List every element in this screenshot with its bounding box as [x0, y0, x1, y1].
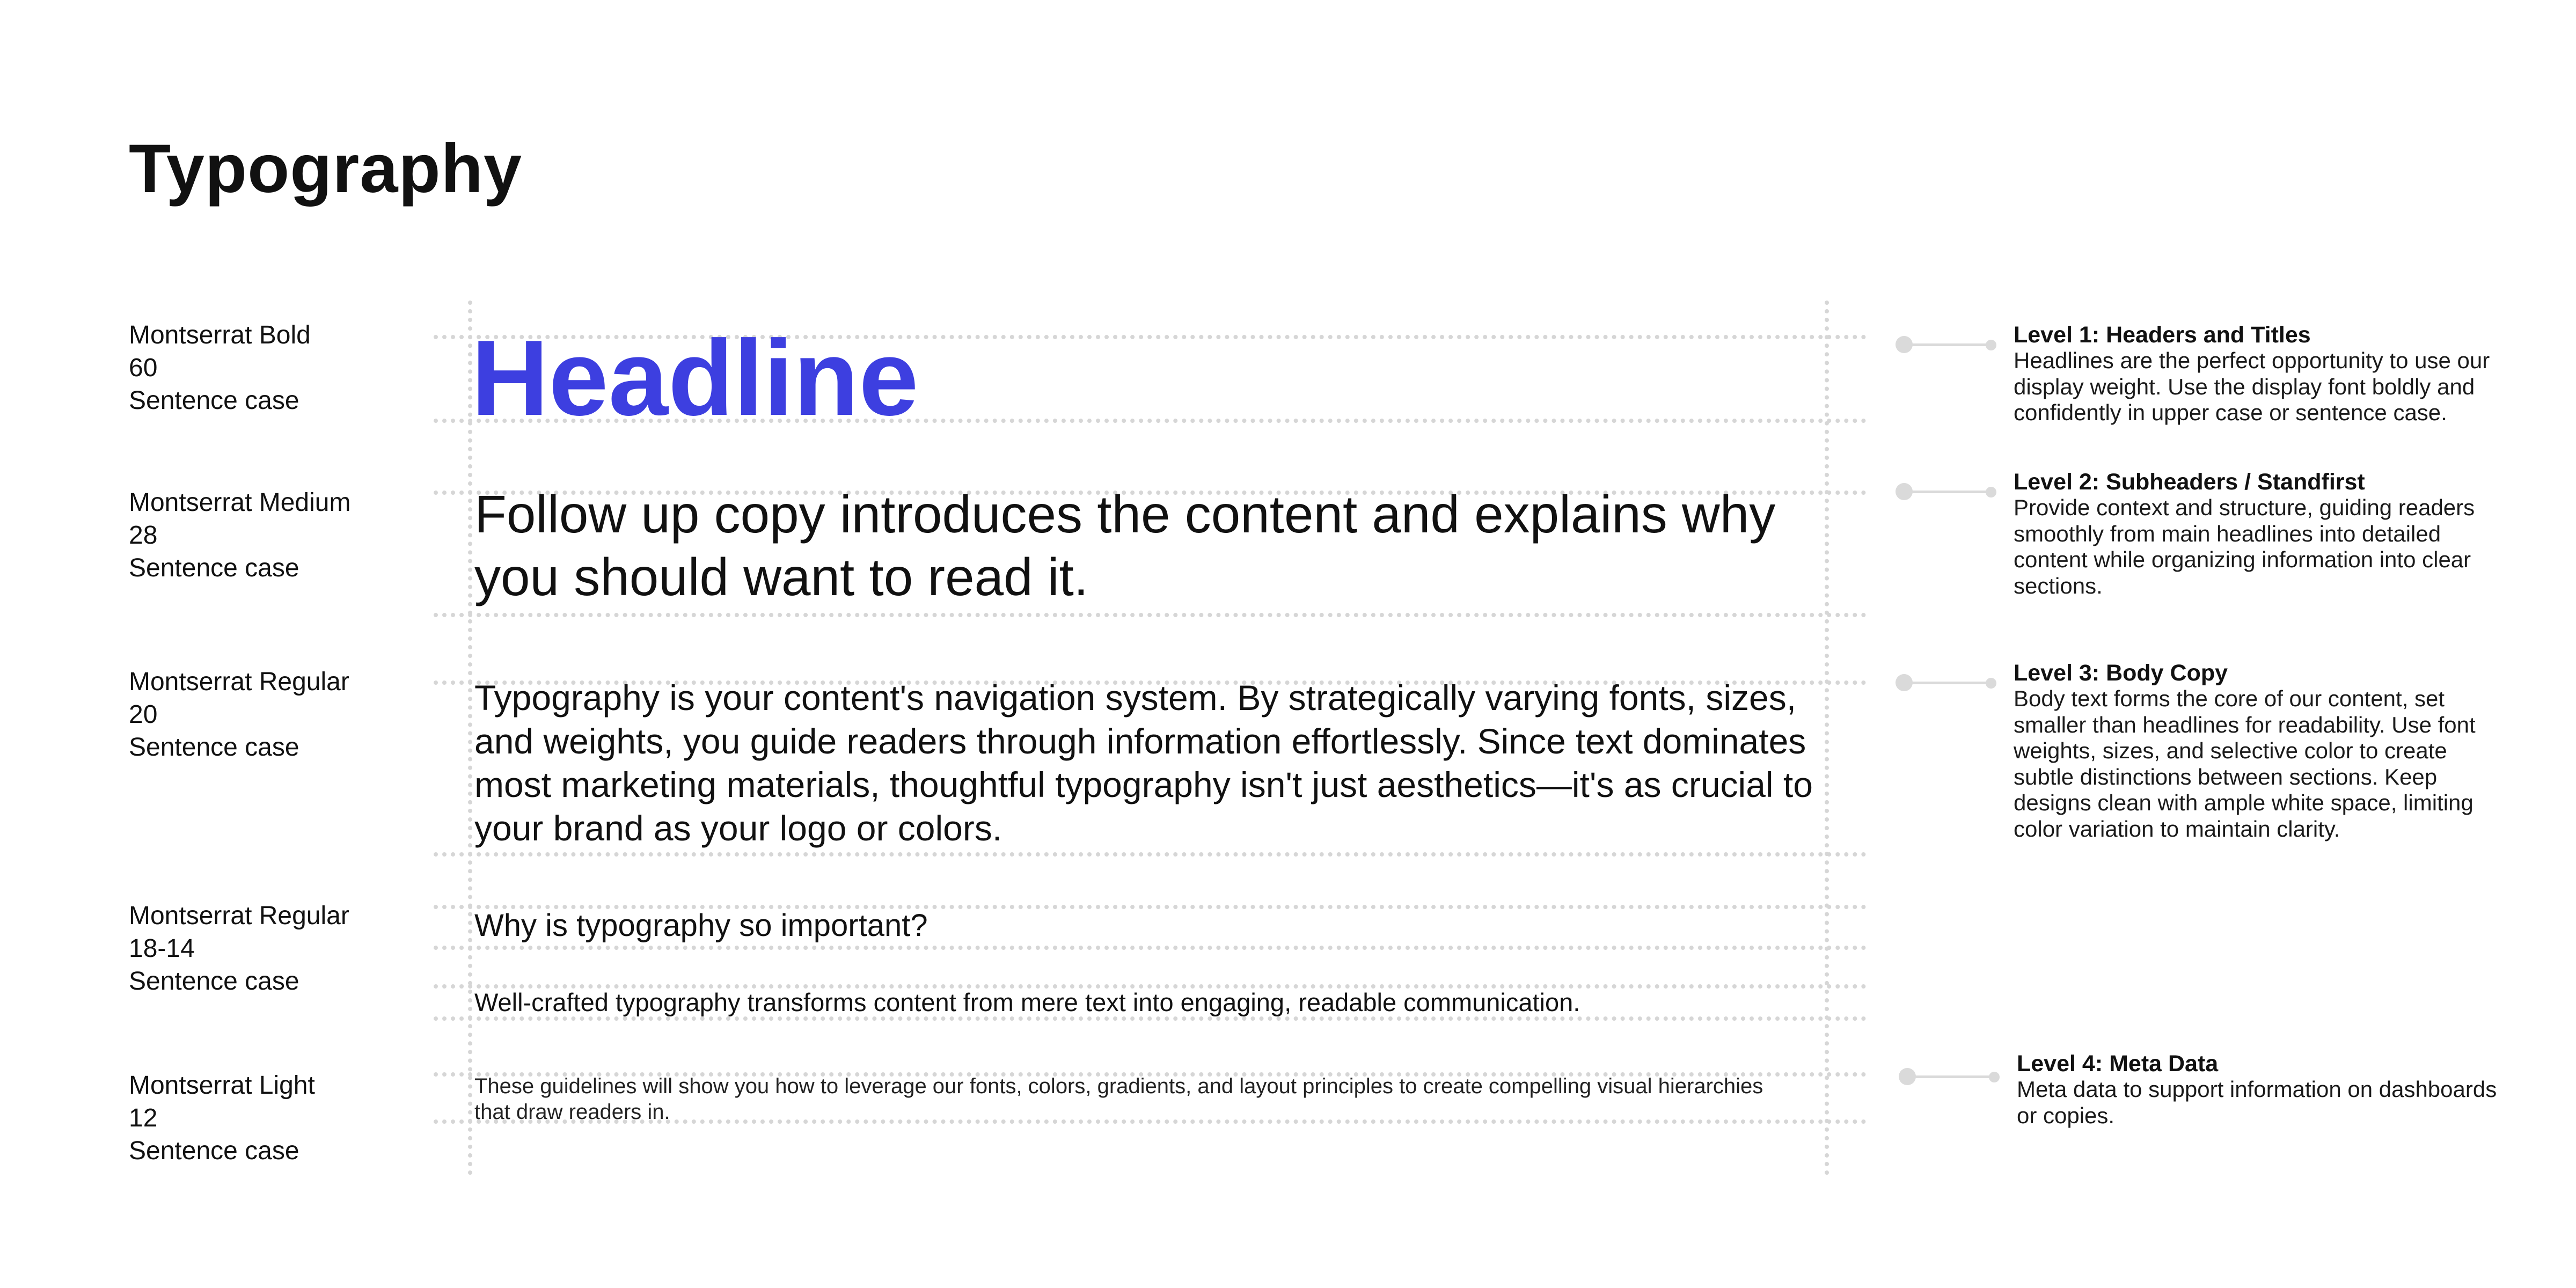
spec-size: 12 — [129, 1104, 158, 1132]
connector-level-1 — [1896, 336, 2003, 353]
spec-label-headline — [129, 319, 311, 417]
sample-body-large: Typography is your content's navigation system. By strategically varying fonts, sizes, and weights, you guide readers through information effortlessly. Since text dominates most marketing materials, thoughtful typography isn't just aesthetics—it's as crucial to your brand as your logo or colors. — [474, 678, 1813, 848]
spec-font: Montserrat Bold — [129, 321, 311, 349]
spec-font: Montserrat Regular — [129, 902, 349, 930]
spec-case: Sentence case — [129, 733, 299, 762]
level-title: Level 3: Body Copy — [2014, 660, 2228, 686]
level-title: Level 2: Subheaders / Standfirst — [2014, 469, 2365, 495]
spec-size: 28 — [129, 521, 158, 550]
spec-size: 60 — [129, 354, 158, 382]
spec-size: 18-14 — [129, 934, 195, 963]
spec-case: Sentence case — [129, 554, 299, 582]
spec-case: Sentence case — [129, 386, 299, 415]
level-title: Level 4: Meta Data — [2017, 1051, 2219, 1077]
spec-case: Sentence case — [129, 967, 299, 996]
spec-label-subhead — [129, 486, 350, 584]
connector-level-2 — [1896, 483, 2003, 500]
level-annotation-1 — [2014, 322, 2497, 426]
horizontal-guide — [434, 946, 1867, 950]
level-annotation-4 — [2017, 1051, 2500, 1129]
sample-question: Why is typography so important? — [474, 908, 928, 943]
connector-level-4 — [1899, 1068, 2006, 1085]
level-description: Body text forms the core of our content, set smaller than headlines for readability. Use font weights, sizes, and selective color to create subtle distinctions between sections. Keep designs clean with ample white space, limiting color variation to maintain clarity. — [2014, 686, 2476, 841]
spec-label-meta — [129, 1069, 315, 1167]
spec-font: Montserrat Regular — [129, 668, 349, 696]
level-description: Meta data to support information on dashboards or copies. — [2017, 1077, 2497, 1128]
sample-headline: Headline — [471, 318, 919, 438]
sample-body-small: Well-crafted typography transforms content from mere text into engaging, readable communication. — [474, 988, 1580, 1016]
level-title: Level 1: Headers and Titles — [2014, 322, 2311, 348]
level-annotation-3 — [2014, 660, 2497, 842]
level-annotation-2 — [2014, 469, 2497, 599]
level-description: Headlines are the perfect opportunity to use our display weight. Use the display font boldly and confidently in upper case or sentence case. — [2014, 348, 2490, 425]
spec-case: Sentence case — [129, 1137, 299, 1165]
connector-level-3 — [1896, 674, 2003, 691]
spec-size: 20 — [129, 700, 158, 729]
sample-meta: These guidelines will show you how to leverage our fonts, colors, gradients, and layout principles to create compelling visual hierarchies that draw readers in. — [474, 1074, 1763, 1124]
spec-label-small — [129, 899, 349, 998]
sample-subhead: Follow up copy introduces the content and explains why you should want to read it. — [474, 485, 1776, 606]
spec-font: Montserrat Medium — [129, 488, 351, 517]
spec-label-body — [129, 665, 349, 764]
level-description: Provide context and structure, guiding readers smoothly from main headlines into detailed content while organizing information into clear sections. — [2014, 495, 2475, 598]
horizontal-guide — [434, 852, 1867, 857]
horizontal-guide — [434, 613, 1867, 617]
spec-font: Montserrat Light — [129, 1071, 315, 1100]
page-title: Typography — [129, 130, 522, 207]
